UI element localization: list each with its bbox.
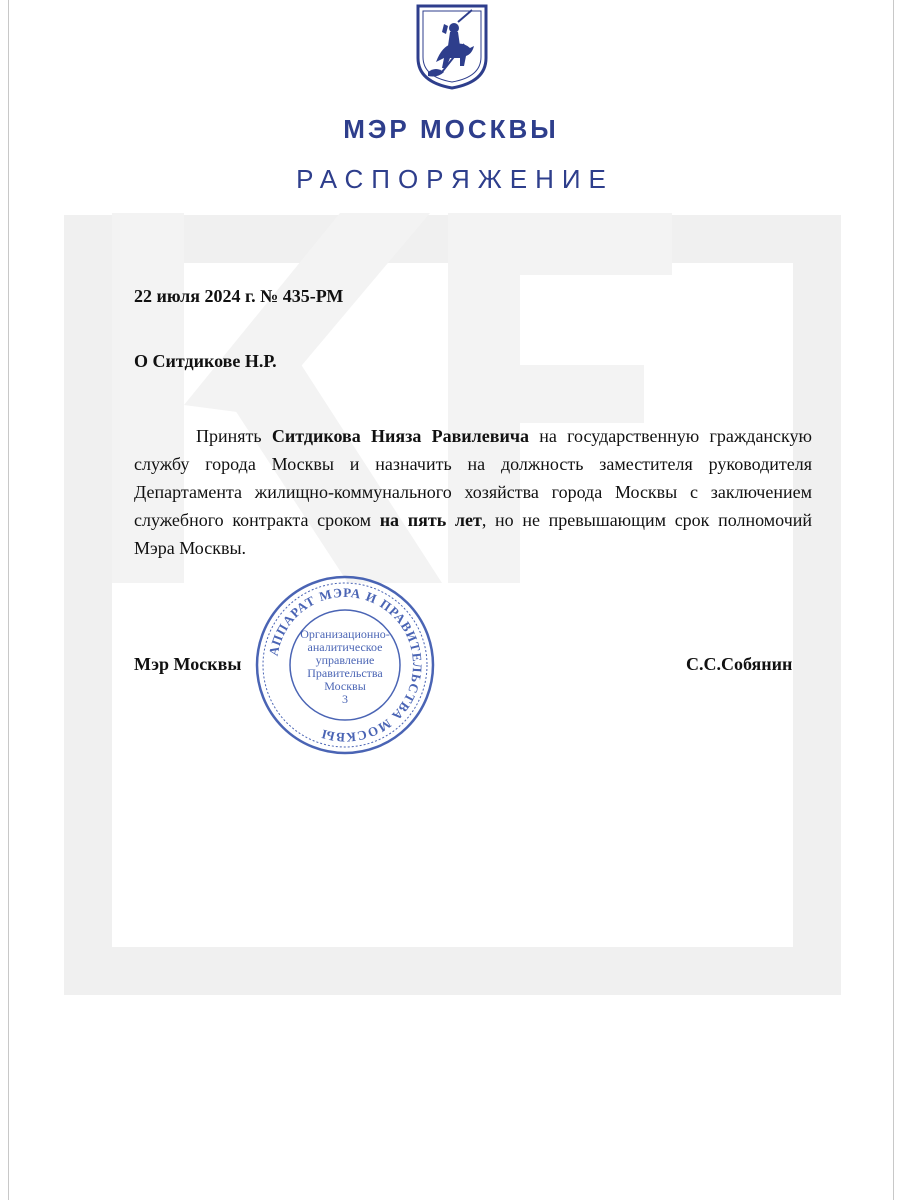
stamp-line: аналитическое: [307, 640, 383, 654]
body-contract-term: на пять лет: [379, 510, 482, 530]
stamp-line: Москвы: [324, 679, 366, 693]
signature-name: С.С.Собянин: [686, 654, 793, 674]
moscow-coat-of-arms-icon: [414, 2, 490, 90]
document-date-number: 22 июля 2024 г. № 435-РМ: [134, 286, 344, 306]
stamp-line: Организационно-: [300, 627, 390, 641]
mayor-title: МЭР МОСКВЫ: [343, 114, 559, 144]
body-text-part1: Принять: [196, 426, 272, 446]
stamp-line: управление: [315, 653, 375, 667]
document-type-title: РАСПОРЯЖЕНИЕ: [296, 164, 614, 194]
document-subject: О Ситдикове Н.Р.: [134, 351, 277, 371]
stamp-line: 3: [342, 692, 348, 706]
signature-position: Мэр Москвы: [134, 654, 242, 674]
stamp-line: Правительства: [307, 666, 383, 680]
stamp-inner-text: [282, 628, 408, 706]
body-text-part3: , но не превышающим срок полномочий Мэра Москвы.: [134, 510, 813, 558]
body-text-part2: на государственную гражданскую службу города Москвы и назначить на должность заместителя руководителя Департамента жилищно-коммунального хозяйства города Москвы с заключением служебного контракта сроком: [134, 426, 812, 530]
body-person-name: Ситдикова Нияза Равилевича: [271, 426, 529, 446]
stamp-ring-text: АППАРАТ МЭРА И ПРАВИТЕЛЬСТВА МОСКВЫ: [265, 584, 426, 746]
document-body: [134, 422, 812, 562]
